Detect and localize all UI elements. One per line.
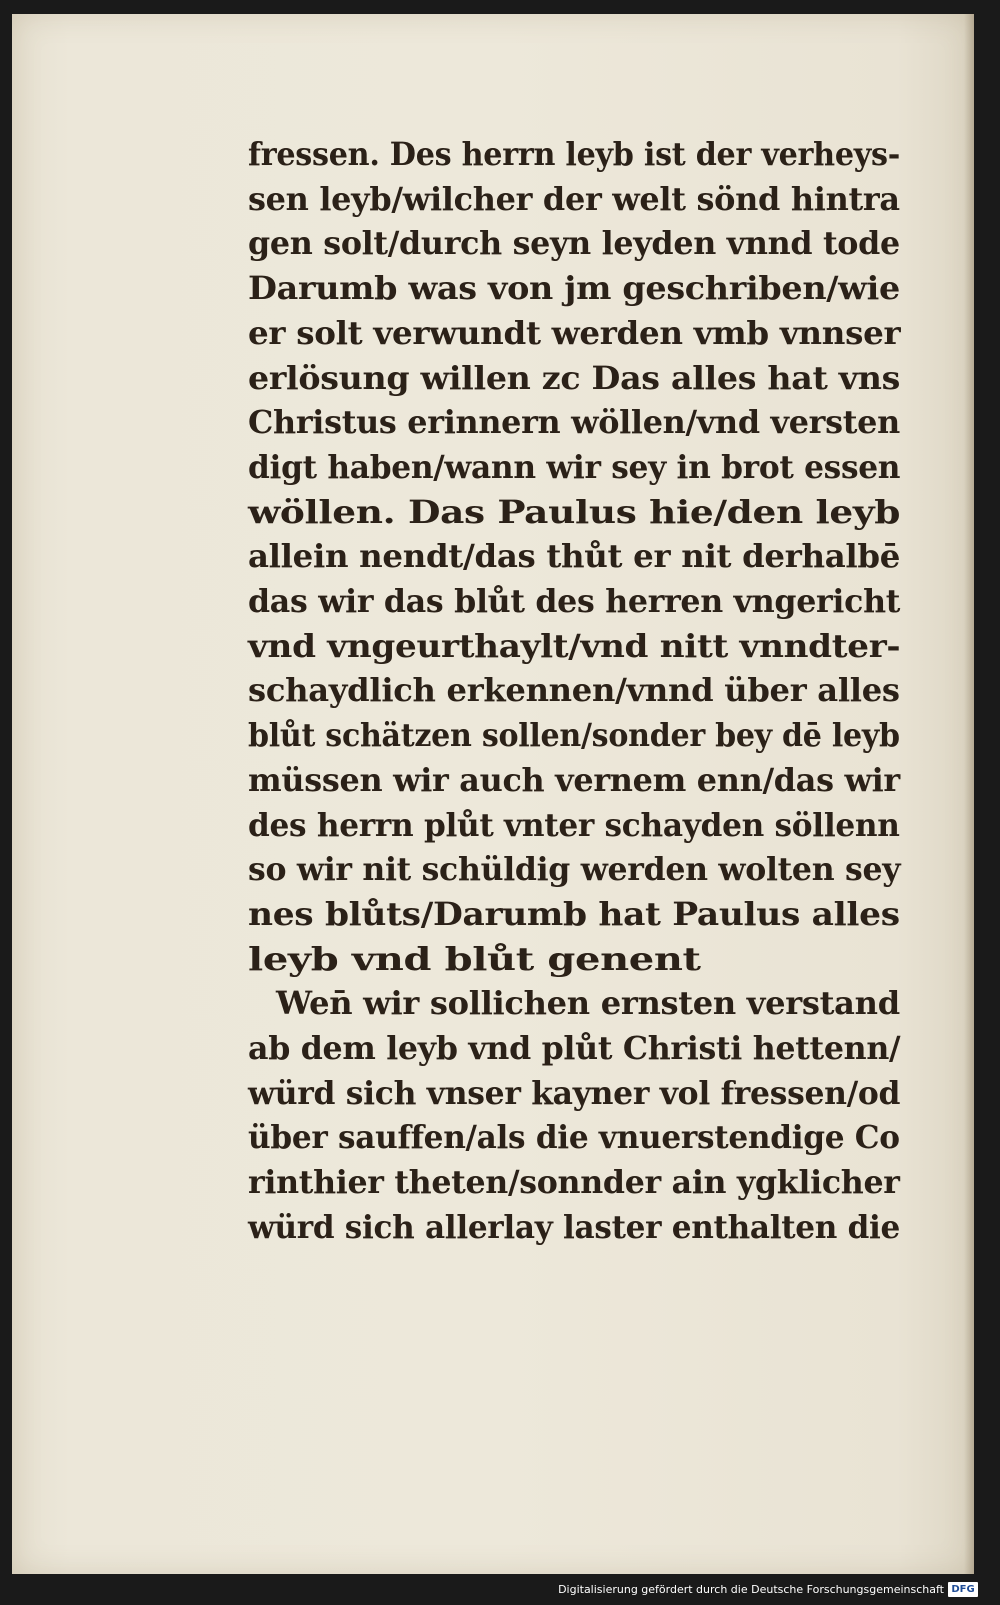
text-line: Wen̄ wir sollichen ernsten verstand	[276, 984, 900, 1023]
text-line: Darumb was von jm geschriben/wie	[248, 269, 900, 308]
book-page	[12, 14, 974, 1574]
text-line: fressen. Des herrn leyb ist der verheys-	[248, 135, 901, 173]
dfg-logo-icon: DFG	[948, 1582, 978, 1597]
text-line: ab dem leyb vnd plůt Christi hettenn/	[248, 1029, 901, 1068]
text-line: er solt verwundt werden vmb vnnser	[248, 313, 901, 352]
text-line: würd sich vnser kayner vol fressen/od	[248, 1073, 901, 1112]
text-line: müssen wir auch vernem enn/das wir	[248, 760, 900, 799]
text-line: allein nendt/das thůt er nit derhalbē	[248, 537, 901, 576]
text-line: blůt schätzen sollen/sonder bey dē leyb	[248, 716, 900, 755]
text-line: Christus erinnern wöllen/vnd versten	[248, 403, 900, 442]
text-line: das wir das blůt des herren vngericht	[248, 582, 901, 621]
text-line: sen leyb/wilcher der welt sönd hintra	[248, 179, 900, 218]
text-block	[248, 132, 900, 1250]
text-line: rinthier theten/sonnder ain ygklicher	[248, 1163, 900, 1202]
funding-credit: Digitalisierung gefördert durch die Deutsche Forschungsgemeinschaft	[558, 1583, 944, 1596]
text-line: erlösung willen zc Das alles hat vns	[248, 358, 901, 397]
text-line: gen solt/durch seyn leyden vnnd tode	[248, 224, 900, 263]
text-line: des herrn plůt vnter schayden söllenn	[248, 805, 900, 844]
text-line: würd sich allerlay laster enthalten die	[248, 1207, 901, 1246]
text-line: so wir nit schüldig werden wolten sey	[248, 850, 901, 889]
page-edge-shadow	[964, 14, 974, 1574]
text-line: schaydlich erkennen/vnnd über alles	[248, 671, 900, 710]
footer-bar	[0, 1578, 1000, 1605]
text-line: vnd vngeurthaylt/vnd nitt vnndter-	[248, 626, 901, 665]
text-line: über sauffen/als die vnuerstendige Co	[248, 1118, 900, 1157]
text-line: nes blůts/Darumb hat Paulus alles	[248, 894, 900, 933]
text-line: wöllen. Das Paulus hie/den leyb	[248, 492, 901, 531]
text-line: digt haben/wann wir sey in brot essen	[248, 447, 901, 486]
text-line: leyb vnd blůt genent	[248, 939, 701, 978]
